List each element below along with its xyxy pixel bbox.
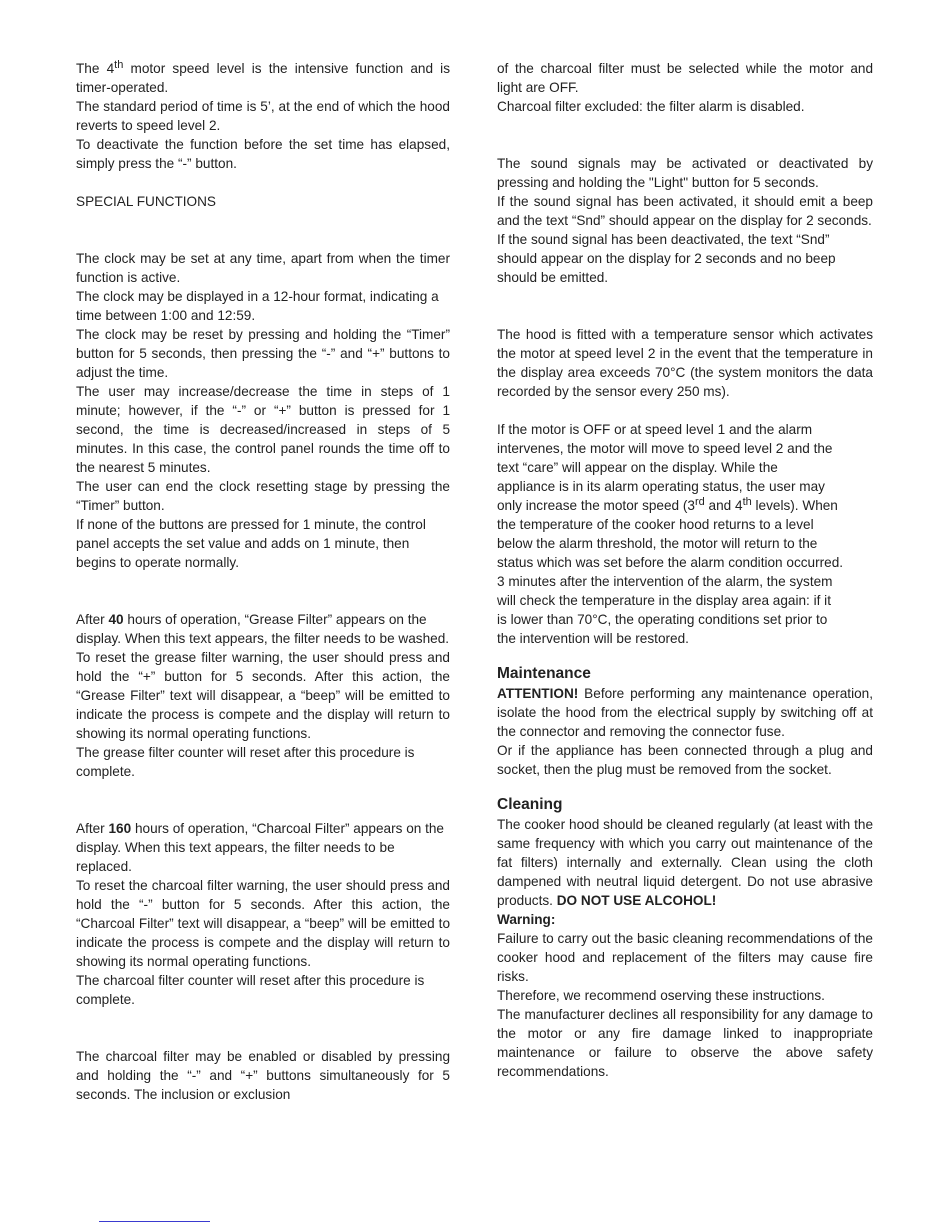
clock-paragraph-5: The user can end the clock resetting stage by pressing the “Timer” button.: [76, 479, 450, 513]
charcoal-selection-paragraph: of the charcoal filter must be selected while the motor and light are OFF.: [497, 61, 873, 95]
standard-period-paragraph: The standard period of time is 5’, at the end of which the hood reverts to speed level 2.: [76, 99, 450, 133]
clock-paragraph-2: The clock may be displayed in a 12-hour format, indicating a time between 1:00 and 12:59.: [76, 289, 439, 323]
cleaning-paragraph-4: The manufacturer declines all responsibility for any damage to the motor or any fire damage linked to inappropriate maintenance or failure to observe the above safety recommendations.: [497, 1007, 873, 1079]
temperature-sensor-paragraph: The hood is fitted with a temperature sensor which activates the motor at speed level 2 in the event that the temperature in the display area exceeds 70°C (the system monitors the data recorded by the sensor every 250 ms).: [497, 327, 873, 399]
cleaning-paragraph-2: Failure to carry out the basic cleaning recommendations of the cooker hood and replacement of the filters may cause fire risks.: [497, 931, 873, 984]
charcoal-filter-paragraph-3: The charcoal filter counter will reset after this procedure is complete.: [76, 973, 425, 1007]
left-column: [76, 59, 450, 1104]
maintenance-paragraph-2: Or if the appliance has been connected through a plug and socket, then the plug must be removed from the socket.: [497, 743, 873, 777]
clock-paragraph-4: The user may increase/decrease the time in steps of 1 minute; however, if the “-” or “+” button is pressed for 1 second, the time is decreased/increased in steps of 5 minutes. In this case, the control panel rounds the time off to the nearest 5 minutes.: [76, 384, 450, 475]
clock-paragraph-3: The clock may be reset by pressing and holding the “Timer” button for 5 seconds, then pressing the “-” and “+” buttons to adjust the time.: [76, 327, 450, 380]
maintenance-heading: Maintenance: [497, 665, 591, 682]
cleaning-paragraph-1: The cooker hood should be cleaned regularly (at least with the same frequency with which you carry out maintenance of the fat filters) internally and externally. Clean using the cloth dampened with neutral liquid detergent. Do not use abrasive products. DO NOT USE ALCOHOL!: [497, 817, 873, 908]
clock-paragraph-1: The clock may be set at any time, apart from when the timer function is active.: [76, 251, 450, 285]
charcoal-excluded-paragraph: Charcoal filter excluded: the filter alarm is disabled.: [497, 99, 805, 114]
alarm-paragraph: If the motor is OFF or at speed level 1 and the alarm intervenes, the motor will move to speed level 2 and the text “care” will appear on the display. While the appliance is in its alarm operating status, the user may only increase the motor speed (3rd and 4th levels). When the temperature of the cooker hood returns to a level below the alarm threshold, the motor will return to the status which was set before the alarm condition occurred. 3 minutes after the intervention of the alarm, the system will check the temperature in the display area again: if it is lower than 70°C, the operating conditions set prior to the intervention will be restored.: [497, 422, 844, 646]
charcoal-filter-paragraph-2: To reset the charcoal filter warning, the user should press and hold the “-” button for 5 seconds. After this action, the “Charcoal Filter” text will disappear, a “beep” will be emitted to indicate the process is compete and the display will return to showing its normal operating functions.: [76, 878, 450, 969]
warning-label: Warning:: [497, 912, 556, 927]
sound-paragraph-2: If the sound signal has been activated, it should emit a beep and the text “Snd” should appear on the display for 2 seconds.: [497, 194, 873, 228]
clock-paragraph-6: If none of the buttons are pressed for 1 minute, the control panel accepts the set value and adds on 1 minute, then begins to operate normally.: [76, 517, 426, 570]
footnote-separator: [99, 1221, 210, 1222]
charcoal-enable-paragraph: The charcoal filter may be enabled or disabled by pressing and holding the “-” and “+” buttons simultaneously for 5 seconds. The inclusion or exclusion: [76, 1049, 450, 1102]
cleaning-heading: Cleaning: [497, 796, 563, 813]
sound-paragraph-3: If the sound signal has been deactivated, the text “Snd” should appear on the display for 2 seconds and no beep should be emitted.: [497, 232, 836, 285]
cleaning-paragraph-3: Therefore, we recommend oserving these instructions.: [497, 988, 825, 1003]
intensive-function-paragraph: The 4th motor speed level is the intensive function and is timer-operated.: [76, 59, 450, 95]
grease-filter-paragraph-3: The grease filter counter will reset after this procedure is complete.: [76, 745, 415, 779]
charcoal-filter-paragraph-1: After 160 hours of operation, “Charcoal Filter” appears on the display. When this text appears, the filter needs to be replaced.: [76, 821, 444, 874]
grease-filter-paragraph-1: After 40 hours of operation, “Grease Filter” appears on the display. When this text appears, the filter needs to be washed.: [76, 612, 450, 646]
deactivate-paragraph: To deactivate the function before the set time has elapsed, simply press the “-” button.: [76, 137, 450, 171]
sound-paragraph-1: The sound signals may be activated or deactivated by pressing and holding the "Light" button for 5 seconds.: [497, 156, 873, 190]
maintenance-paragraph-1: ATTENTION! Before performing any maintenance operation, isolate the hood from the electrical supply by switching off at the connector and removing the connector fuse.: [497, 686, 873, 739]
right-column: [497, 59, 873, 1081]
special-functions-heading: SPECIAL FUNCTIONS: [76, 194, 216, 209]
grease-filter-paragraph-2: To reset the grease filter warning, the user should press and hold the “+” button for 5 seconds. After this action, the “Grease Filter” text will disappear, a “beep” will be emitted to indicate the process is compete and the display will return to showing its normal operating functions.: [76, 650, 450, 741]
